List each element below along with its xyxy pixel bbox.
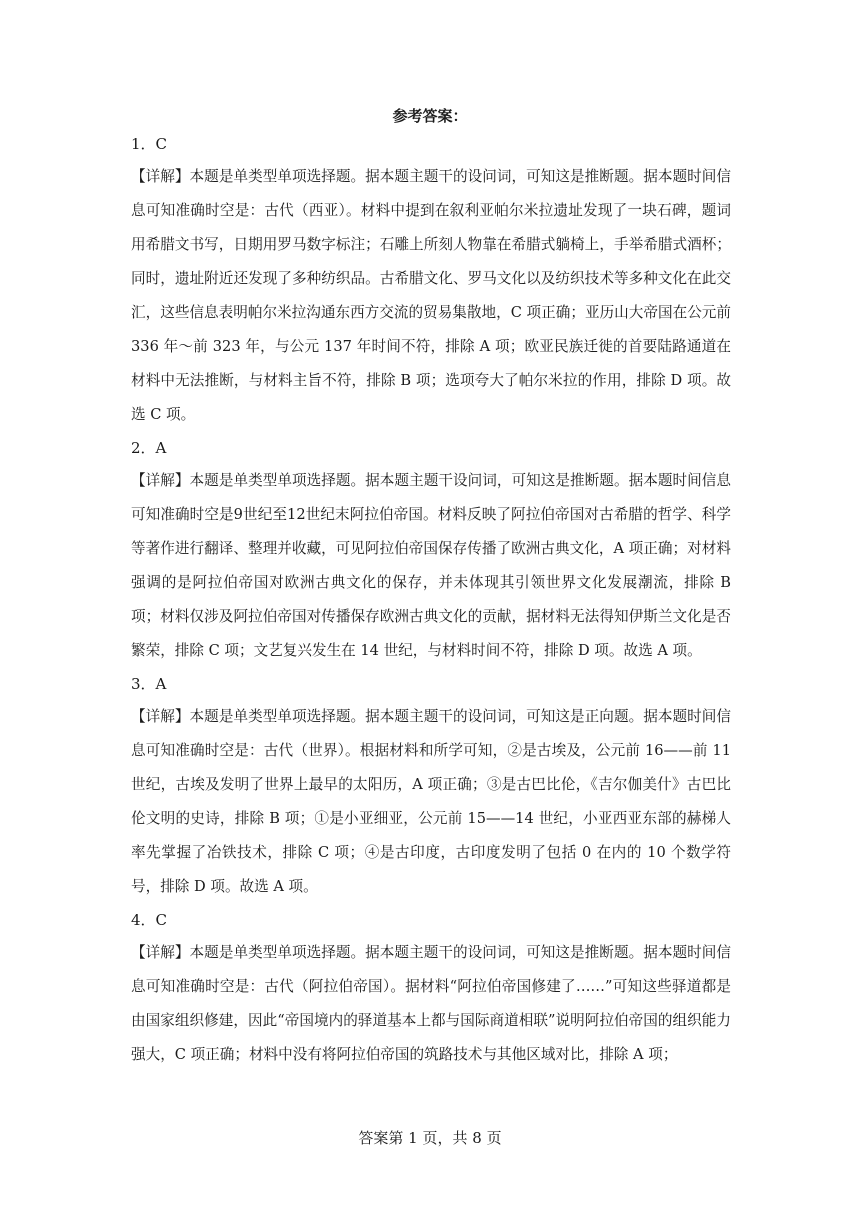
- question-number-2: 2．A: [131, 439, 167, 457]
- explanation-4: [131, 936, 731, 1072]
- answer-block-3: [131, 670, 731, 904]
- explanation-tag: 【详解】: [131, 944, 190, 961]
- explanation-3: [131, 700, 731, 904]
- explanation-2: [131, 464, 731, 668]
- explanation-1: [131, 160, 731, 432]
- explanation-text: 本题是单类型单项选择题。据本题主题干的设问词，可知这是推断题。据本题时间信息可知准确时空是：古代（阿拉伯帝国）。据材料“阿拉伯帝国修建了……”可知这些驿道都是由国家组织修建，因此“帝国境内的驿道基本上都与国际商道相联”说明阿拉伯帝国的组织能力强大，C 项正确；材料中没有将阿拉伯帝国的筑路技术与其他区域对比，排除 A 项；: [131, 944, 731, 1063]
- answer-block-2: [131, 434, 731, 668]
- answer-block-4: [131, 906, 731, 1072]
- page-footer: 答案第 1 页，共 8 页: [358, 1129, 502, 1147]
- page-title: 参考答案：: [392, 107, 468, 125]
- answer-block-1: [131, 130, 731, 432]
- explanation-tag: 【详解】: [131, 168, 190, 185]
- question-number-1: 1．C: [131, 135, 168, 153]
- question-number-4: 4．C: [131, 911, 168, 929]
- explanation-text: 本题是单类型单项选择题。据本题主题干的设问词，可知这是推断题。据本题时间信息可知准确时空是：古代（西亚）。材料中提到在叙利亚帕尔米拉遗址发现了一块石碑，题词用希腊文书写，日期用罗马数字标注；石雕上所刻人物靠在希腊式躺椅上，手举希腊式酒杯；同时，遗址附近还发现了多种纺织品。古希腊文化、罗马文化以及纺织技术等多种文化在此交汇，这些信息表明帕尔米拉沟通东西方交流的贸易集散地，C 项正确；亚历山大帝国在公元前 336 年～前 323 年，与公元 137 年时间不符，排除 A 项；欧亚民族迁徙的首要陆路通道在材料中无法推断，与材料主旨不符，排除 B 项；选项夸大了帕尔米拉的作用，排除 D 项。故选 C 项。: [131, 168, 731, 423]
- explanation-tag: 【详解】: [131, 708, 190, 725]
- explanation-text: 本题是单类型单项选择题。据本题主题干设问词，可知这是推断题。据本题时间信息可知准确时空是9世纪至12世纪末阿拉伯帝国。材料反映了阿拉伯帝国对古希腊的哲学、科学等著作进行翻译、整理并收藏，可见阿拉伯帝国保存传播了欧洲古典文化，A 项正确；对材料强调的是阿拉伯帝国对欧洲古典文化的保存，并未体现其引领世界文化发展潮流，排除 B 项；材料仅涉及阿拉伯帝国对传播保存欧洲古典文化的贡献，据材料无法得知伊斯兰文化是否繁荣，排除 C 项；文艺复兴发生在 14 世纪，与材料时间不符，排除 D 项。故选 A 项。: [131, 472, 731, 659]
- explanation-tag: 【详解】: [131, 472, 190, 489]
- question-number-3: 3．A: [131, 675, 167, 693]
- answer-content: [131, 130, 731, 1072]
- explanation-text: 本题是单类型单项选择题。据本题主题干的设问词，可知这是正向题。据本题时间信息可知准确时空是：古代（世界）。根据材料和所学可知，②是古埃及，公元前 16——前 11 世纪，古埃及发明了世界上最早的太阳历，A 项正确；③是古巴比伦，《吉尔伽美什》古巴比伦文明的史诗，排除 B 项；①是小亚细亚，公元前 15——14 世纪，小亚西亚东部的赫梯人率先掌握了冶铁技术，排除 C 项；④是古印度，古印度发明了包括 0 在内的 10 个数学符号，排除 D 项。故选 A 项。: [131, 708, 731, 895]
